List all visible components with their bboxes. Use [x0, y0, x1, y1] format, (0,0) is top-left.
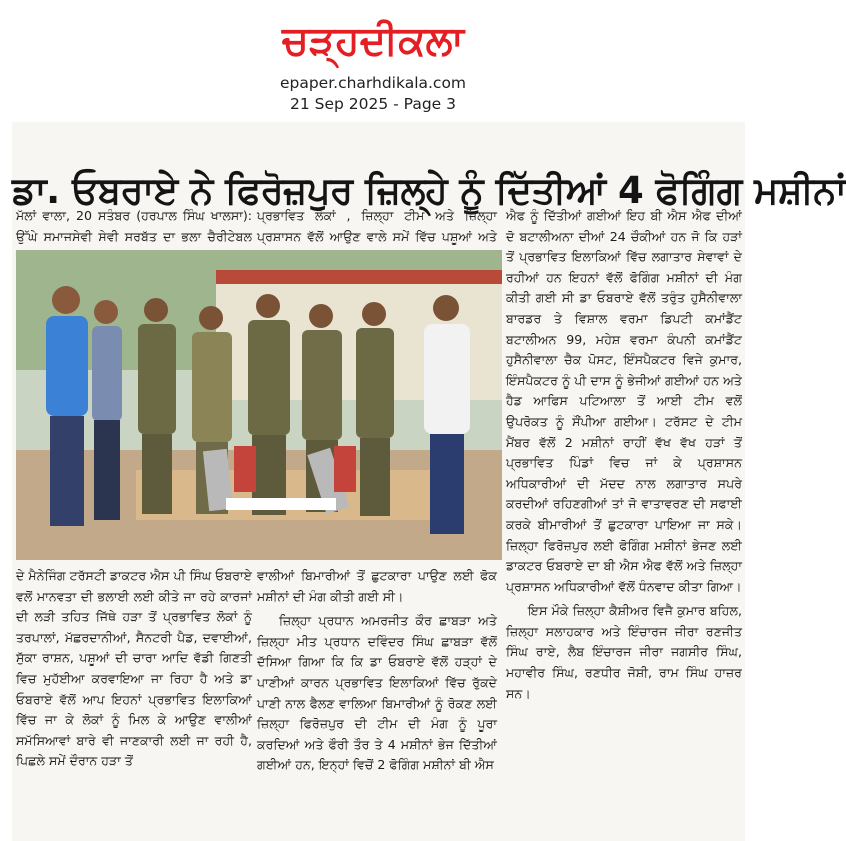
article-paragraph: ਵਾਲੀਆਂ ਬਿਮਾਰੀਆਂ ਤੋਂ ਛੁਟਕਾਰਾ ਪਾਉਣ ਲਈ ਫੋਕ ਮਸ਼ੀਨਾਂ ਦੀ ਮੰਗ ਕੀਤੀ ਗਈ ਸੀ। — [257, 568, 497, 604]
article-paragraph: ਦੇ ਮੈਨੇਜਿੰਗ ਟਰੱਸਟੀ ਡਾਕਟਰ ਐਸ ਪੀ ਸਿੰਘ ਓਬਰਾਏ ਵਲੋਂ ਮਾਨਵਤਾ ਦੀ ਭਲਾਈ ਲਈ ਕੀਤੇ ਜਾ ਰਹੇ ਕਾਰਜਾਂ ਦੀ ਲੜੀ ਤਹਿਤ ਜਿੱਥੇ ਹੜਾ ਤੋਂ ਪ੍ਰਭਾਵਿਤ ਲੋਕਾਂ ਨੂੰ ਤਰਪਾਲਾਂ, ਮੱਛਰਦਾਨੀਆਂ, ਸੈਨਟਰੀ ਪੈਡ, ਦਵਾਈਆਂ, ਸੁੱਕਾ ਰਾਸ਼ਨ, ਪਸ਼ੂਆਂ ਦੀ ਚਾਰਾ ਆਦਿ ਵੱਡੀ ਗਿਣਤੀ ਵਿਚ ਮੁਹੱਈਆ ਕਰਵਾਇਆ ਜਾ ਰਿਹਾ ਹੈ ਅਤੇ ਡਾ ਓਬਰਾਏ ਵੱਲੋਂ ਆਪ ਇਹਨਾਂ ਪ੍ਰਭਾਵਿਤ ਇਲਾਕਿਆਂ ਵਿੱਚ ਜਾ ਕੇ ਲੋਕਾਂ ਨੂੰ ਮਿਲ ਕੇ ਆਉਣ ਵਾਲੀਆਂ ਸਮੱਸਿਆਵਾਂ ਬਾਰੇ ਵੀ ਜਾਣਕਾਰੀ ਲਈ ਜਾ ਰਹੀ ਹੈ, ਪਿਛਲੇ ਸਮੇਂ ਦੌਰਾਨ ਹੜਾ ਤੋਂ — [16, 568, 252, 769]
article-column-2-bottom — [257, 566, 497, 780]
group-photo-icon — [16, 250, 502, 560]
article-paragraph: ਜ਼ਿਲ੍ਹਾ ਪ੍ਰਧਾਨ ਅਮਰਜੀਤ ਕੌਰ ਛਾਬੜਾ ਅਤੇ ਜ਼ਿਲ੍ਹਾ ਮੀਤ ਪ੍ਰਧਾਨ ਦਵਿੰਦਰ ਸਿੰਘ ਛਾਬੜਾ ਵੱਲੋਂ ਦੱਸਿਆ ਗਿਆ ਕਿ ਕਿ ਡਾ ਓਬਰਾਏ ਵੱਲੋਂ ਹੜ੍ਹਾਂ ਦੇ ਪਾਣੀਆਂ ਕਾਰਨ ਪ੍ਰਭਾਵਿਤ ਇਲਾਕਿਆਂ ਵਿੱਚ ਰੁੱਕਦੇ ਪਾਣੀ ਨਾਲ ਫੈਲਣ ਵਾਲਿਆ ਬਿਮਾਰੀਆਂ ਨੂੰ ਰੋਕਣ ਲਈ ਜ਼ਿਲ੍ਹਾ ਫਿਰੋਜ਼ਪੁਰ ਦੀ ਟੀਮ ਦੀ ਮੰਗ ਨੂੰ ਪੂਰਾ ਕਰਦਿਆਂ ਅਤੇ ਫੌਰੀ ਤੌਰ ਤੇ 4 ਮਸ਼ੀਨਾਂ ਭੇਜ ਦਿੱਤੀਆਂ ਗਈਆਂ ਹਨ, ਇਨ੍ਹਾਂ ਵਿਚੋਂ 2 ਫੋਗਿੰਗ ਮਸ਼ੀਨਾਂ ਬੀ ਐਸ — [257, 613, 497, 773]
article-paragraph: ਪ੍ਰਭਾਵਿਤ ਲੋਕਾਂ , ਜ਼ਿਲ੍ਹਾ ਟੀਮ ਅਤੇ ਜ਼ਿਲ੍ਹਾ ਪ੍ਰਸ਼ਾਸਨ ਵੱਲੋਂ ਆਉਣ ਵਾਲੇ ਸਮੇਂ ਵਿੱਚ ਪਸ਼ੂਆਂ ਅਤੇ — [257, 208, 497, 244]
article-column-3 — [506, 206, 742, 708]
newspaper-logo — [248, 12, 498, 64]
article-column-1-bottom — [16, 566, 252, 776]
photo-person-uniform-1 — [138, 298, 176, 514]
news-clipping — [12, 122, 846, 841]
article-paragraph: ਐਫ ਨੂੰ ਦਿੱਤੀਆਂ ਗਈਆਂ ਇਹ ਬੀ ਐਸ ਐਫ ਦੀਆਂ ਦੋ ਬਟਾਲੀਅਨਾ ਦੀਆਂ 24 ਚੌਕੀਆਂ ਹਨ ਜੋ ਕਿ ਹੜਾਂ ਤੋਂ ਪ੍ਰਭਾਵਿਤ ਇਲਾਕਿਆਂ ਵਿੱਚ ਲਗਾਤਾਰ ਸੇਵਾਵਾਂ ਦੇ ਰਹੀਆਂ ਹਨ ਇਹਨਾਂ ਵੱਲੋਂ ਫੋਗਿੰਗ ਮਸ਼ੀਨਾਂ ਦੀ ਮੰਗ ਕੀਤੀ ਗਈ ਸੀ ਡਾ ਓਬਰਾਏ ਵੱਲੋਂ ਤਰੁੰਤ ਹੁਸੈਨੀਵਾਲਾ ਬਾਰਡਰ ਤੇ ਵਿਸ਼ਾਲ ਵਰਮਾ ਡਿਪਟੀ ਕਮਾਂਡੈਂਟ ਬਟਾਲੀਅਨ 99, ਮਹੇਸ਼ ਵਰਮਾ ਕੰਪਨੀ ਕਮਾਂਡੈਂਟ ਹੁਸੈਨੀਵਾਲਾ ਚੈਕ ਪੋਸਟ, ਇੰਸਪੈਕਟਰ ਵਿਜੇ ਕੁਮਾਰ, ਇੰਸਪੈਕਟਰ ਨੂੰ ਪੀ ਦਾਸ ਨੂੰ ਭੇਜੀਆਂ ਗਈਆਂ ਹਨ ਅਤੇ ਹੈਡ ਆਫਿਸ ਪਟਿਆਲਾ ਤੋਂ ਆਈ ਟੀਮ ਵਲੋਂ ਉਪਰੋਕਤ ਨੂੰ ਸੌਂਪੀਆ ਗਈਆ। ਟਰੱਸਟ ਦੇ ਟੀਮ ਮੈਂਬਰ ਵੱਲੋਂ 2 ਮਸ਼ੀਨਾਂ ਰਾਹੀਂ ਵੱਖ ਵੱਖ ਹੜਾਂ ਤੋਂ ਪ੍ਰਭਾਵਿਤ ਪਿੰਡਾਂ ਵਿਚ ਜਾਂ ਕੇ ਪ੍ਰਸ਼ਾਸਨ ਅਧਿਕਾਰੀਆਂ ਦੀ ਮੱਦਦ ਨਾਲ ਲਗਾਤਾਰ ਸਪਰੇ ਕਰਦੀਆਂ ਰਹਿਣਗੀਆਂ ਤਾਂ ਜੋ ਵਾਤਾਵਰਣ ਦੀ ਸਫਾਈ ਕਰਕੇ ਬੀਮਾਰੀਆਂ ਤੋਂ ਛੁਟਕਾਰਾ ਪਾਇਆ ਜਾ ਸਕੇ। ਜ਼ਿਲ੍ਹਾ ਫਿਰੋਜ਼ਪੁਰ ਲਈ ਫੋਗਿੰਗ ਮਸ਼ੀਨਾਂ ਭੇਜਣ ਲਈ ਡਾਕਟਰ ਓਬਰਾਏ ਦਾ ਬੀ ਐਸ ਐਫ ਵੱਲੋਂ ਅਤੇ ਜ਼ਿਲ੍ਹਾ ਪ੍ਰਸ਼ਾਸਨ ਅਧਿਕਾਰੀਆਂ ਵੱਲੋਂ ਧੰਨਵਾਦ ਕੀਤਾ ਗਿਆ। — [506, 208, 742, 594]
article-dateline-paragraph: ਮੱਲਾਂ ਵਾਲਾ, 20 ਸਤੰਬਰ (ਹਰਪਾਲ ਸਿੰਘ ਖਾਲਸਾ): ਉੱਘੇ ਸਮਾਜਸੇਵੀ ਸੇਵੀ ਸਰਬੱਤ ਦਾ ਭਲਾ ਚੈਰੀਟੇਬਲ — [16, 208, 252, 244]
photo-person-civilian-1 — [46, 286, 88, 526]
source-url: epaper.charhdikala.com — [279, 74, 467, 92]
photo-person-civilian-3 — [424, 295, 470, 534]
masthead — [0, 0, 746, 122]
issue-date-page: 21 Sep 2025 - Page 3 — [290, 95, 456, 113]
photo-building-trim — [216, 270, 502, 284]
photo-person-civilian-2 — [92, 300, 122, 520]
news-photo — [16, 250, 502, 560]
logo-text: ਚੜ੍ਹਦੀਕਲਾ — [282, 18, 464, 64]
article-paragraph: ਇਸ ਮੌਕੇ ਜ਼ਿਲ੍ਹਾ ਕੈਸ਼ੀਅਰ ਵਿਜੈ ਕੁਮਾਰ ਬਹਿਲ, ਜ਼ਿਲ੍ਹਾ ਸਲਾਹਕਾਰ ਅਤੇ ਇੰਚਾਰਜ ਜੀਰਾ ਰਣਜੀਤ ਸਿੰਘ ਰਾਏ, ਲੈਬ ਇੰਚਾਰਜ ਜੀਰਾ ਜਗਸੀਰ ਸਿੰਘ, ਮਹਾਵੀਰ ਸਿੰਘ, ਰਣਧੀਰ ਜੋਸ਼ੀ, ਰਾਮ ਸਿੰਘ ਹਾਜ਼ਰ ਸਨ। — [506, 603, 742, 701]
article-headline: ਡਾ. ਓਬਰਾਏ ਨੇ ਫਿਰੋਜ਼ਪੁਰ ਜ਼ਿਲ੍ਹੇ ਨੂੰ ਦਿੱਤੀਆਂ 4 ਫੋਗਿੰਗ ਮਸ਼ੀਨਾਂ — [12, 168, 846, 212]
photo-person-uniform-5 — [356, 302, 394, 516]
